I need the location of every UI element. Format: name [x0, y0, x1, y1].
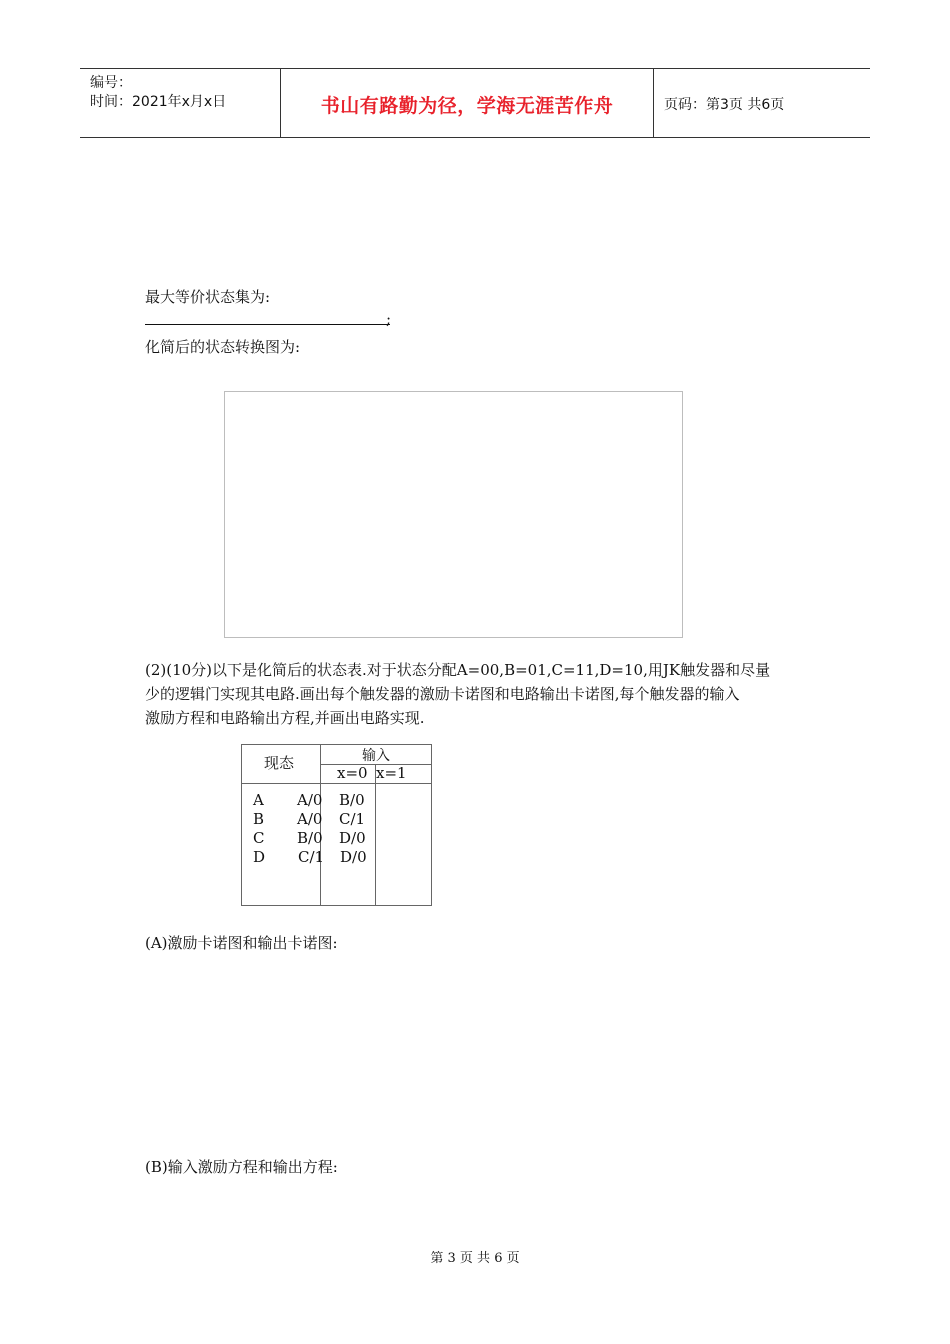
- row-next-x1: C/1: [339, 810, 366, 828]
- row-next-x0: C/1: [298, 848, 325, 866]
- page-indicator: 页码：第3页 共6页: [664, 97, 785, 113]
- row-next-x0: B/0: [297, 829, 323, 847]
- table-divider: [242, 783, 431, 784]
- row-next-x0: A/0: [297, 810, 323, 828]
- header-x1: x=1: [376, 764, 407, 782]
- part-a-label: (A)激励卡诺图和输出卡诺图:: [145, 934, 338, 952]
- row-next-x1: D/0: [340, 848, 367, 866]
- state-table: [241, 744, 432, 906]
- row-state: D: [253, 848, 266, 866]
- max-equiv-label: 最大等价状态集为:: [145, 288, 271, 306]
- header-motto-cell: [281, 69, 654, 137]
- problem-paragraph: [145, 658, 825, 730]
- row-next-x0: A/0: [297, 791, 323, 809]
- header-current-state: 现态: [264, 754, 295, 772]
- state-diagram-box: [224, 391, 683, 638]
- row-next-x1: D/0: [339, 829, 366, 847]
- row-state: A: [253, 791, 264, 809]
- row-state: B: [253, 810, 265, 828]
- header-input: 输入: [362, 748, 390, 764]
- problem-line: 少的逻辑门实现其电路.画出每个触发器的激励卡诺图和电路输出卡诺图,每个触发器的输入: [145, 685, 740, 703]
- simplified-diagram-label: 化简后的状态转换图为:: [145, 338, 301, 356]
- problem-line: (2)(10分)以下是化简后的状态表.对于状态分配A=00,B=01,C=11,D=10,用JK触发器和尽量: [145, 661, 771, 679]
- header-page-cell: [654, 69, 870, 137]
- motto-text: 书山有路勤为径，学海无涯苦作舟: [320, 95, 614, 117]
- page-footer: 第 3 页 共 6 页: [430, 1251, 520, 1266]
- semicolon: ;: [386, 310, 392, 328]
- part-b-label: (B)输入激励方程和输出方程:: [145, 1158, 338, 1176]
- table-divider: [375, 764, 376, 905]
- header-x0: x=0: [337, 764, 368, 782]
- header-info-cell: [80, 69, 281, 137]
- number-label: 编号：: [90, 75, 132, 91]
- problem-line: 激励方程和电路输出方程,并画出电路实现.: [145, 709, 425, 727]
- row-next-x1: B/0: [339, 791, 365, 809]
- answer-blank-line: [145, 324, 390, 325]
- time-label: 时间：2021年x月x日: [90, 94, 227, 110]
- row-state: C: [253, 829, 265, 847]
- page-header: [80, 68, 870, 138]
